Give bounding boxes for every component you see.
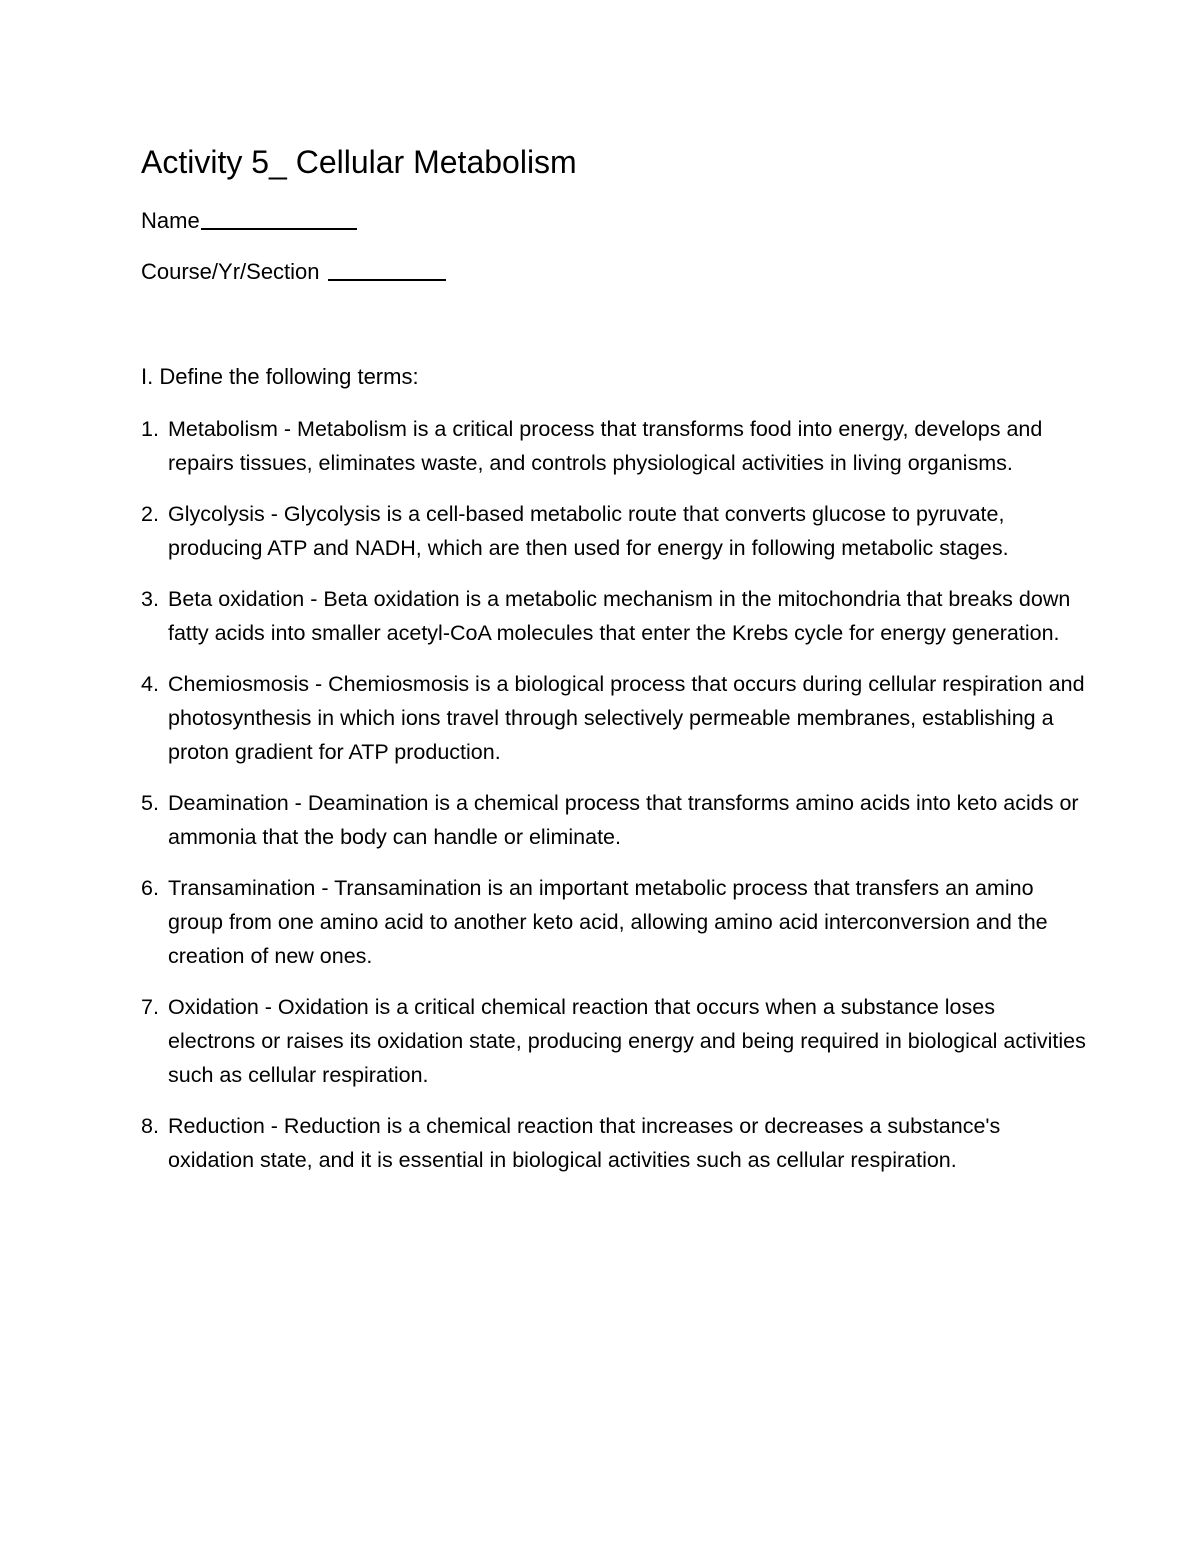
term-item-metabolism [141,412,1086,480]
terms-list [141,412,1086,1194]
course-field [141,257,446,287]
term-number: 1. [141,417,159,441]
term-item-reduction [141,1109,1086,1177]
term-item-deamination [141,786,1086,854]
term-text: Deamination - Deamination is a chemical process that transforms amino acids into keto acids or ammonia that the body can handle or eliminate. [168,791,1079,849]
name-label: Name [141,208,200,233]
term-text: Reduction - Reduction is a chemical reaction that increases or decreases a substance's oxidation state, and it is essential in biological activities such as cellular respiration. [168,1114,1001,1172]
term-text: Metabolism - Metabolism is a critical process that transforms food into energy, develops and repairs tissues, eliminates waste, and controls physiological activities in living organisms. [168,417,1043,475]
name-blank-line [201,206,357,230]
document-title: Activity 5_ Cellular Metabolism [141,144,577,180]
term-number: 6. [141,876,159,900]
term-item-beta-oxidation [141,582,1086,650]
term-text: Chemiosmosis - Chemiosmosis is a biological process that occurs during cellular respiration and photosynthesis in which ions travel through selectively permeable membranes, establishing a proton gradient for ATP production. [168,672,1085,764]
term-text: Glycolysis - Glycolysis is a cell-based metabolic route that converts glucose to pyruvate, producing ATP and NADH, which are then used for energy in following metabolic stages. [168,502,1009,560]
term-text: Oxidation - Oxidation is a critical chemical reaction that occurs when a substance loses electrons or raises its oxidation state, producing energy and being required in biological activities such as cellular respiration. [168,995,1086,1087]
term-number: 5. [141,791,159,815]
course-label: Course/Yr/Section [141,259,320,284]
term-item-transamination [141,871,1086,973]
section-heading: I. Define the following terms: [141,364,419,389]
term-number: 8. [141,1114,159,1138]
term-text: Transamination - Transamination is an important metabolic process that transfers an amino group from one amino acid to another keto acid, allowing amino acid interconversion and the creation of new ones. [168,876,1048,968]
course-blank-line [328,257,446,281]
term-number: 2. [141,502,159,526]
term-number: 7. [141,995,159,1019]
term-item-glycolysis [141,497,1086,565]
name-field [141,206,357,236]
term-item-chemiosmosis [141,667,1086,769]
term-text: Beta oxidation - Beta oxidation is a metabolic mechanism in the mitochondria that breaks down fatty acids into smaller acetyl-CoA molecules that enter the Krebs cycle for energy generation. [168,587,1071,645]
term-item-oxidation [141,990,1086,1092]
term-number: 3. [141,587,159,611]
term-number: 4. [141,672,159,696]
